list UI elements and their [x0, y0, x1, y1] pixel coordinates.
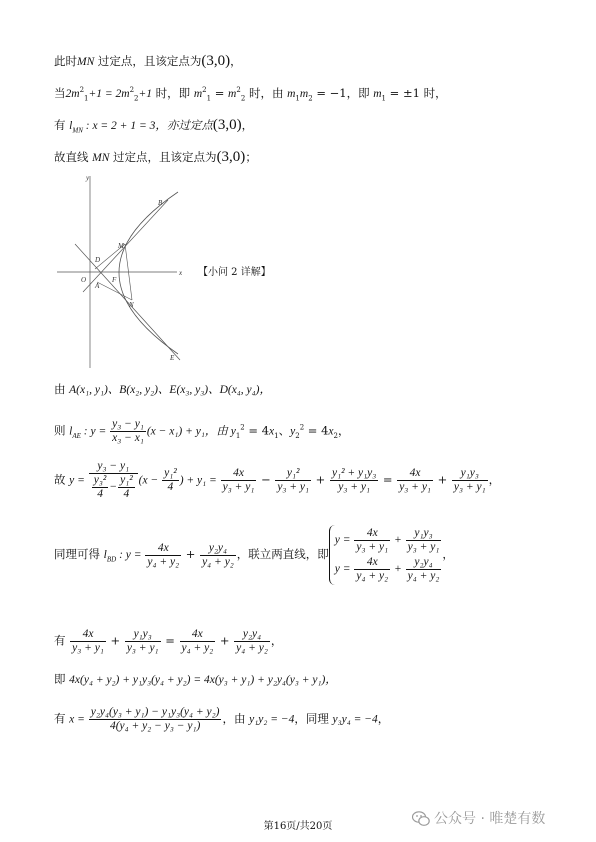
math: : y =	[80, 425, 110, 438]
text-line-3: 有 $l_{MN}$ : x = 2 + 1 = 3，亦过定点(3,0)，	[54, 117, 254, 135]
text: ，	[377, 711, 390, 726]
point-a-label: A	[95, 282, 100, 290]
parabola-curve	[119, 192, 178, 354]
text-line-9: 有 $\frac{4x}{\text{y₃ + y₁}}$ + $\frac{\text{y₁y₃}}{\text{y₃ + y₁}}$ = $\frac{4x}{\text{y₄ + y₂}}$ + $\frac{\text{y₂y₄}}{\text{y₄ + y₂}}$ ，	[54, 628, 283, 654]
math-point: (3,0)	[216, 149, 246, 165]
x-axis-label: x	[179, 269, 183, 277]
math-mn: MN	[92, 152, 110, 164]
parabola-figure	[55, 172, 205, 368]
text: ，	[241, 118, 254, 132]
text: 此时	[54, 54, 77, 68]
text-line-11: 有 x = $\frac{\text{y₂y₄(y₃ + y₁) − y₁y₃(y₄ + y₂)}}{\text{4(y₄ + y₂ − y₃ − y₁)}}$ ，由 y₁y₂ = −4，同理 y₃y₄ = −4，	[54, 706, 390, 732]
text: ，	[230, 54, 242, 68]
math: +1	[138, 88, 153, 100]
text: = ±1 时，	[386, 86, 447, 100]
wechat-icon	[412, 811, 430, 827]
point-d-label: D	[95, 256, 101, 264]
text: ，由	[222, 711, 250, 726]
text-line-8: 同理可得 $l_{BD}$ : y = $\frac{4x}{\text{y₄ + y₂}}$ + $\frac{\text{y₂y₄}}{\text{y₄ + y₂}}$ ，联立两直线，即 y = $\frac{4x}{\text{y₃ + y₁}}$ + $\frac{\text{y₁y₃}}{\text{y₃ + y₁}}$ y = $\frac{4x}{\text{y₄ + y₂}}$ + $\frac{\text{y₂y₄}}{\text{y₄ + y₂}}$ ，	[54, 525, 454, 585]
math: y₃y₄ = −4	[332, 713, 378, 726]
text-line-4	[54, 150, 257, 165]
y-axis-label: y	[86, 174, 90, 182]
math-mn: MN	[77, 56, 95, 68]
text: 有	[54, 118, 70, 132]
text: 即	[54, 672, 70, 686]
text: 同理可得	[54, 547, 104, 561]
text: 有	[54, 711, 70, 726]
text-line-5	[54, 382, 271, 397]
text: 当	[54, 86, 66, 100]
subquestion-heading: 【小问 2 详解】	[198, 267, 271, 278]
text-line-7: 故 y = y₃ − y₁ $\frac{\text{y₃²}}{4}$ − $\frac{\text{y₁²}}{4}$ (x − $\frac{\text{y₁²}}{4}$ ) + y₁ = $\frac{4x}{\text{y₃ + y₁}}$ − $\frac{\text{y₁²}}{\text{y₃ + y₁}}$ + $\frac{\text{y₁² + y₁y₃}}{\text{y₃ + y₁}}$ = $\frac{4x}{\text{y₃ + y₁}}$ + $\frac{\text{y₁y₃}}{\text{y₃ + y₁}}$ ，	[54, 460, 501, 500]
watermark	[412, 808, 545, 828]
fraction: $\frac{\text{y₃ − y₁}}{\text{x₃ − x₁}}$	[112, 418, 144, 444]
fraction: y₃ − y₁ $\frac{\text{y₃²}}{4}$ − $\frac{\text{y₁²}}{4}$	[89, 460, 138, 501]
text: ，	[338, 423, 350, 438]
text: 过定点，且该定点为	[109, 150, 217, 164]
point-e-label: E	[170, 354, 175, 362]
text: 过定点，且该定点为	[94, 54, 202, 68]
page-number: 第16页/共20页	[263, 821, 333, 832]
text: = −1，即	[312, 86, 374, 100]
text: 时，即	[152, 86, 194, 100]
text-line-1	[54, 54, 242, 69]
math: (x − x₁) + y₁，由	[146, 425, 231, 438]
equation-system: y = $\frac{4x}{\text{y₃ + y₁}}$ + $\frac{\text{y₁y₃}}{\text{y₃ + y₁}}$ y = $\frac{4x}{\text{y₄ + y₂}}$ + $\frac{\text{y₂y₄}}{\text{y₄ + y₂}}$	[329, 525, 443, 585]
math-point: (3,0)	[212, 117, 242, 133]
text: 故直线	[54, 150, 93, 164]
text: ，同理	[294, 711, 333, 726]
text: 由	[54, 382, 70, 396]
math: : x = 2 + 1 = 3，亦过定点	[82, 120, 213, 132]
text-line-10	[54, 672, 337, 687]
point-b-label: B	[158, 199, 163, 207]
point-n-label: N	[129, 301, 134, 309]
text: 有	[54, 633, 70, 648]
text: 则	[54, 423, 70, 438]
math-points: A(x₁, y₁)、B(x₂, y₂)、E(x₃, y₃)、D(x₄, y₄)，	[69, 384, 271, 396]
text: 时，由	[245, 86, 288, 100]
math: 4x(y₄ + y₂) + y₁y₃(y₄ + y₂) = 4x(y₃ + y₁) + y₂y₄(y₃ + y₁)，	[69, 674, 337, 686]
text: 故	[54, 472, 70, 487]
math: y₁y₂ = −4	[249, 713, 295, 726]
math: +1 = 2m	[88, 88, 130, 100]
math-point: (3,0)	[201, 53, 231, 69]
line-an	[97, 282, 132, 300]
line-ae	[75, 244, 180, 360]
text: ；	[245, 150, 257, 164]
math: 2m	[65, 88, 80, 100]
text-line-2: 当$2m^2_1+1 = 2m^2_2+1$ 时，即 $m^2_1 = m^2_2$ 时，由 $m_1m_2 = -1$，即 $m_1 = \pm 1$ 时，	[54, 86, 447, 103]
origin-label: O	[81, 276, 87, 284]
text: ，联立两直线，即	[236, 547, 329, 561]
point-m-label: M	[118, 242, 124, 250]
text-line-6: 则 $l_{AE}$ : y = $\frac{\text{y₃ − y₁}}{\text{x₃ − x₁}}$ (x − x₁) + y₁，由 $y_1^2 = 4x_1$、$y_2^2 = 4x_2$，	[54, 418, 350, 444]
watermark-text: 公众号 · 唯楚有数	[434, 811, 546, 827]
point-f-label: F	[112, 276, 117, 284]
